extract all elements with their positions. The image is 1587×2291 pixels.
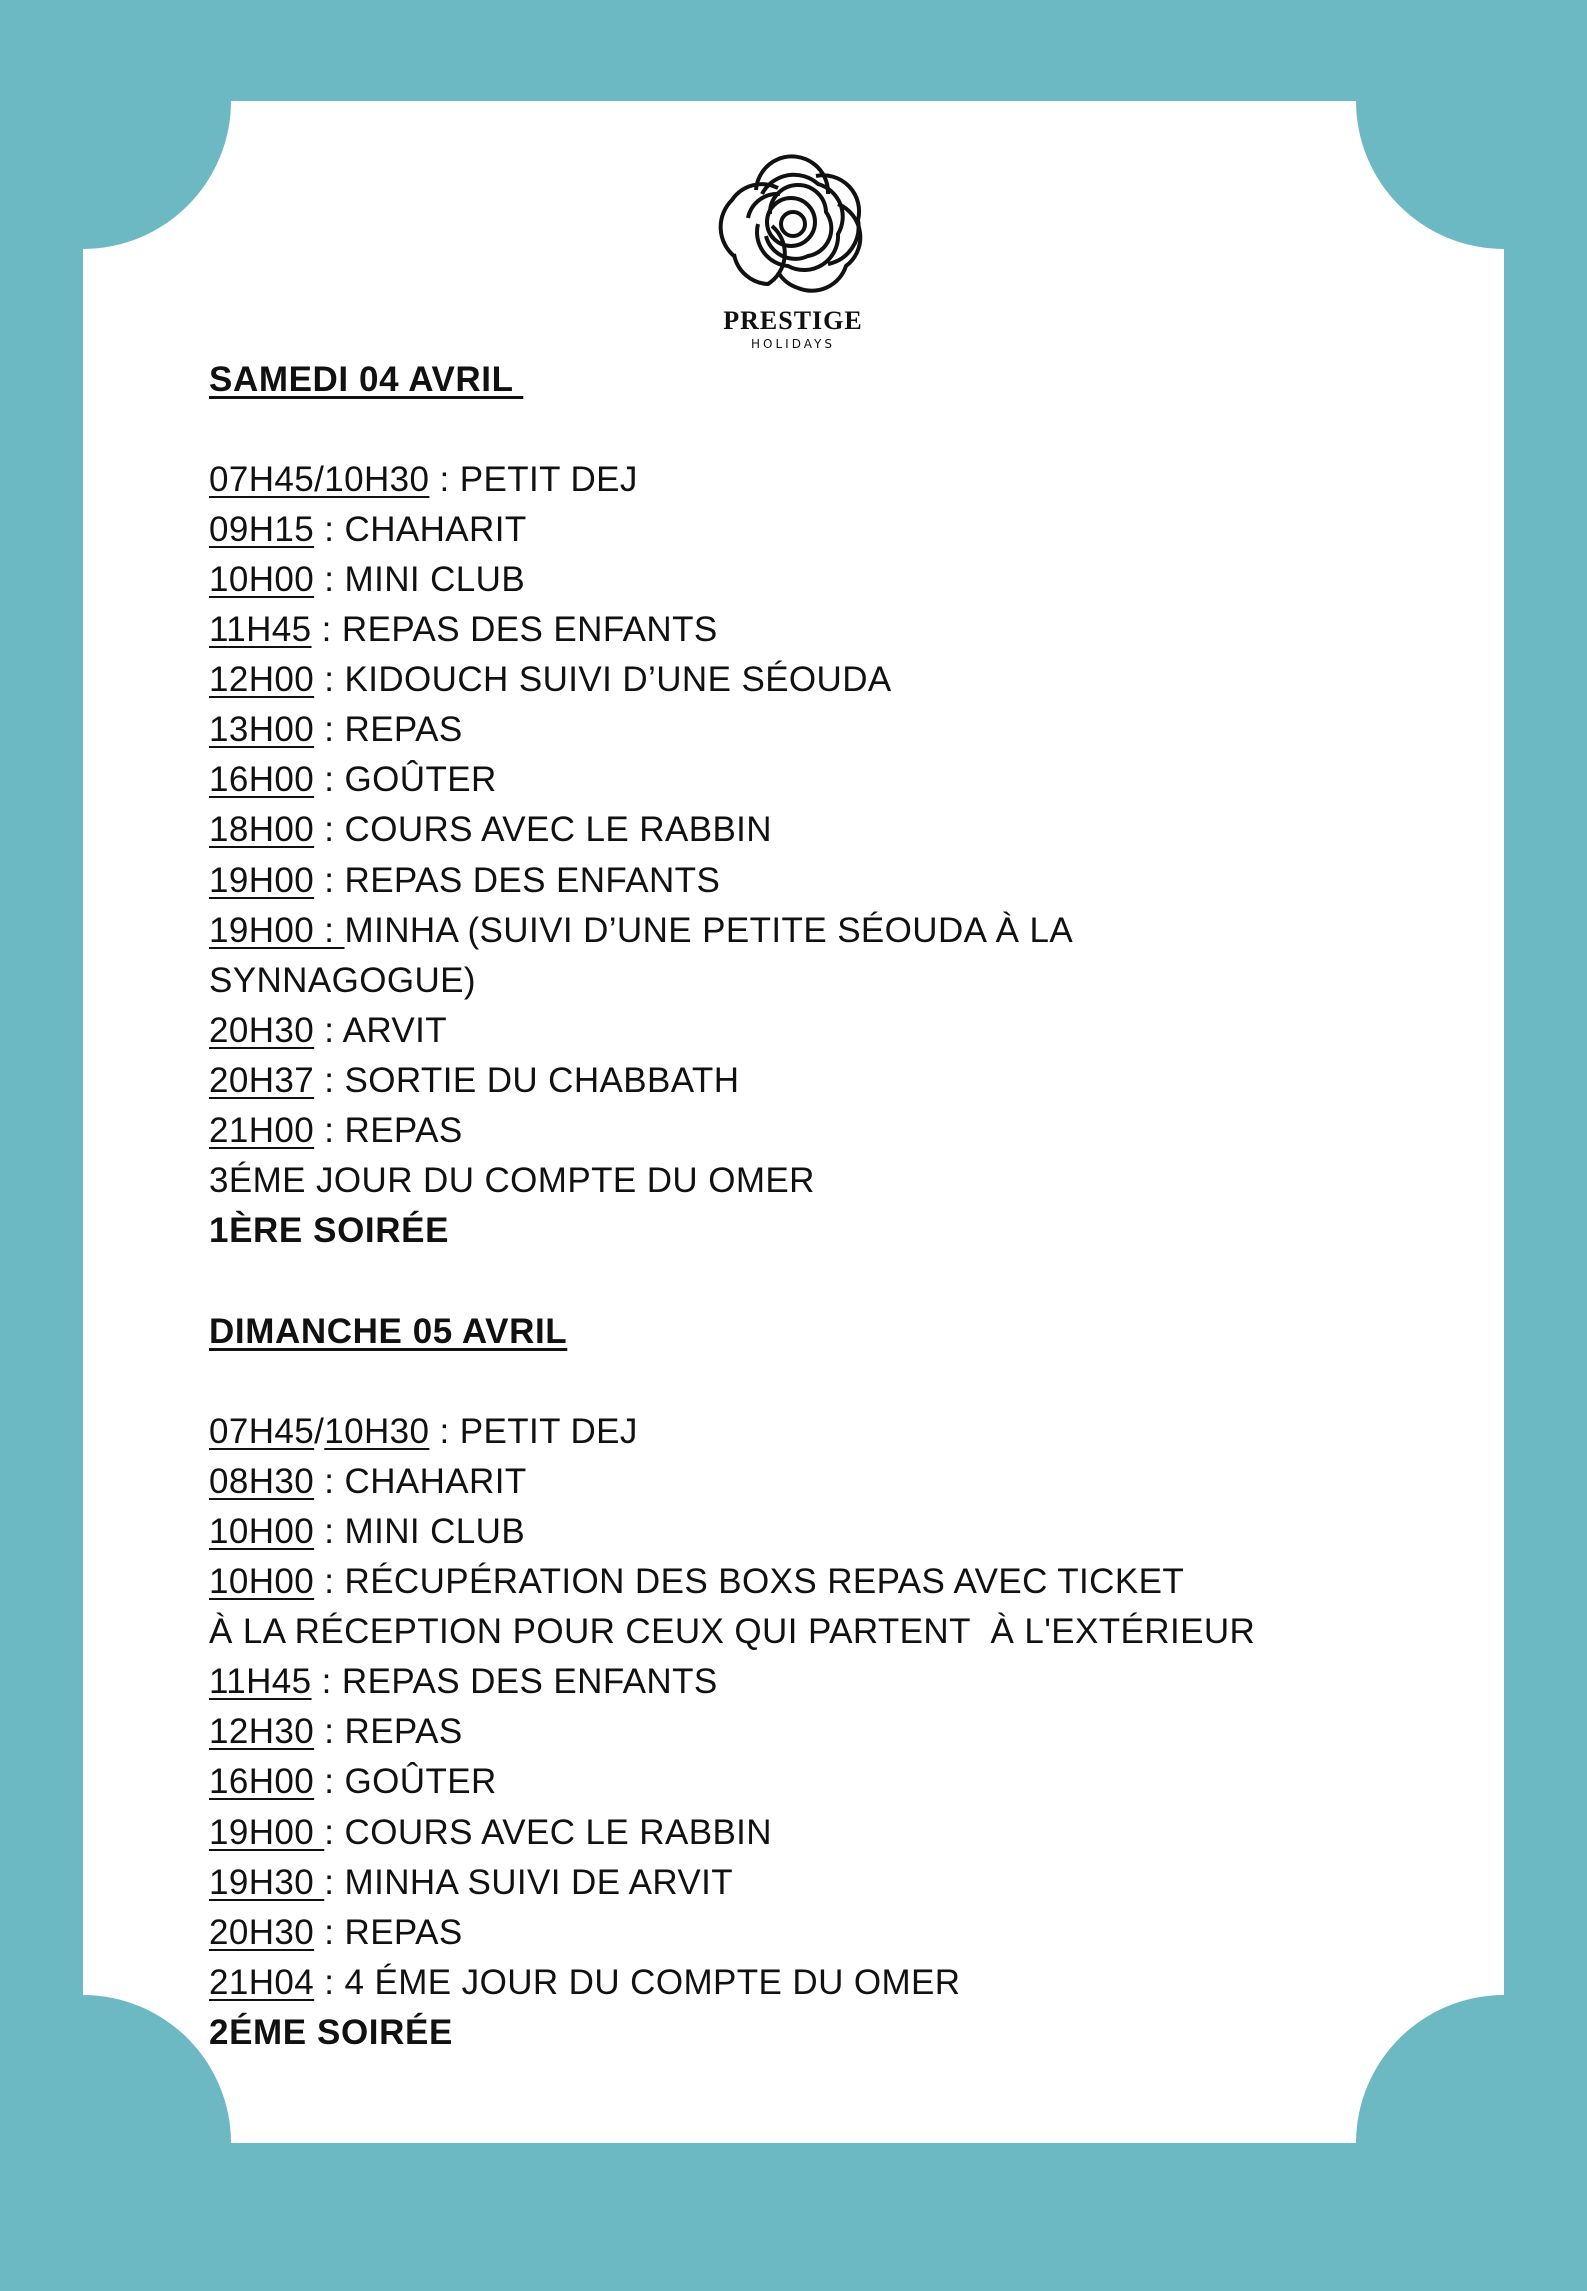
schedule-entry: 18H00 : COURS AVEC LE RABBIN (209, 810, 772, 849)
entry-time: 16H00 (209, 760, 315, 799)
entry-activity: MINHA (SUIVI D’UNE PETITE SÉOUDA À LA (344, 911, 1074, 950)
rose-icon (718, 154, 868, 299)
brand-name: PRESTIGE (723, 306, 863, 335)
entry-time: 19H30 (209, 1863, 325, 1902)
entry-time: 19H00 : (209, 911, 345, 950)
schedule-entry: 07H45/10H30 : PETIT DEJ (209, 1412, 638, 1451)
schedule-entry: 12H00 : KIDOUCH SUIVI D’UNE SÉOUDA (209, 660, 892, 699)
corner-cutout-bottom-left (0, 1995, 231, 2291)
schedule-entry: 19H30 : MINHA SUIVI DE ARVIT (209, 1863, 734, 1902)
schedule-entry: 19H00 : COURS AVEC LE RABBIN (209, 1813, 772, 1852)
schedule-entry: 08H30 : CHAHARIT (209, 1462, 527, 1501)
entry-activity: MINHA SUIVI DE ARVIT (344, 1863, 734, 1902)
entry-time: 12H00 (209, 660, 315, 699)
entry-time: 12H30 (209, 1712, 315, 1751)
schedule-entry: 13H00 : REPAS (209, 710, 463, 749)
day-heading: DIMANCHE 05 AVRIL (209, 1312, 568, 1351)
entry-activity: REPAS (344, 710, 463, 749)
entry-time: 18H00 (209, 810, 315, 849)
entry-activity: 4 ÉME JOUR DU COMPTE DU OMER (344, 1963, 961, 2002)
schedule-entry: 07H45/10H30 : PETIT DEJ (209, 460, 638, 499)
schedule-entry: 19H00 : REPAS DES ENFANTS (209, 861, 721, 900)
entry-time: 20H37 (209, 1061, 315, 1100)
schedule-entry: 12H30 : REPAS (209, 1712, 463, 1751)
entry-activity: REPAS (344, 1111, 463, 1150)
schedule-entry (209, 906, 1073, 956)
entry-activity: PETIT DEJ (459, 460, 638, 499)
omer-count-note: 3ÉME JOUR DU COMPTE DU OMER (209, 1161, 815, 1200)
day-heading: SAMEDI 04 AVRIL (209, 360, 524, 399)
entry-activity: REPAS DES ENFANTS (341, 610, 718, 649)
entry-activity: GOÛTER (344, 760, 497, 799)
schedule-entry: 10H00 : MINI CLUB (209, 1512, 526, 1551)
schedule-entry: 20H30 : REPAS (209, 1913, 463, 1952)
schedule-entry: 21H04 : 4 ÉME JOUR DU COMPTE DU OMER (209, 1963, 961, 2002)
entry-time: 07H45/10H30 (209, 460, 430, 499)
entry-time: 19H00 (209, 861, 315, 900)
entry-activity: MINI CLUB (344, 1512, 526, 1551)
schedule-entry: 20H30 : ARVIT (209, 1011, 448, 1050)
entry-time: 10H30 (324, 1412, 430, 1451)
entry-activity: KIDOUCH SUIVI D’UNE SÉOUDA (344, 660, 892, 699)
schedule-entry: 10H00 : RÉCUPÉRATION DES BOXS REPAS AVEC TICKET (209, 1562, 1185, 1601)
entry-time: 11H45 (209, 1662, 312, 1701)
entry-activity: COURS AVEC LE RABBIN (344, 1813, 772, 1852)
entry-time: 19H00 (209, 1813, 325, 1852)
entry-time: 13H00 (209, 710, 315, 749)
evening-label: 1ÈRE SOIRÉE (209, 1211, 450, 1250)
brand-subtitle: HOLIDAYS (751, 337, 835, 351)
schedule-entry-continuation: SYNNAGOGUE) (209, 961, 476, 1000)
entry-time: 20H30 (209, 1913, 315, 1952)
entry-activity: COURS AVEC LE RABBIN (344, 810, 772, 849)
entry-activity: REPAS DES ENFANTS (344, 861, 721, 900)
corner-cutout-top-right (1356, 0, 1587, 249)
brand-logo (700, 150, 886, 360)
schedule-entry: 10H00 : MINI CLUB (209, 560, 526, 599)
entry-time: 16H00 (209, 1762, 315, 1801)
entry-activity: CHAHARIT (344, 1462, 527, 1501)
schedule-entry: 11H45 : REPAS DES ENFANTS (209, 610, 718, 649)
entry-activity: REPAS DES ENFANTS (341, 1662, 718, 1701)
schedule-entry: 11H45 : REPAS DES ENFANTS (209, 1662, 718, 1701)
corner-cutout-bottom-right (1356, 1995, 1587, 2291)
entry-time: 08H30 (209, 1462, 315, 1501)
entry-time: 10H00 (209, 1562, 315, 1601)
corner-cutout-top-left (0, 0, 231, 249)
entry-activity: MINI CLUB (344, 560, 526, 599)
entry-time: 11H45 (209, 610, 312, 649)
schedule-entry: 20H37 : SORTIE DU CHABBATH (209, 1061, 740, 1100)
schedule-entry: 09H15 : CHAHARIT (209, 510, 527, 549)
entry-time: 21H04 (209, 1963, 315, 2002)
entry-activity: PETIT DEJ (459, 1412, 638, 1451)
entry-activity: REPAS (344, 1712, 463, 1751)
entry-time: 20H30 (209, 1011, 315, 1050)
entry-time: 10H00 (209, 560, 315, 599)
entry-time: 10H00 (209, 1512, 315, 1551)
entry-time: 09H15 (209, 510, 315, 549)
entry-time: 07H45 (209, 1412, 315, 1451)
schedule-entry: 16H00 : GOÛTER (209, 1762, 497, 1801)
schedule-entry-continuation: À LA RÉCEPTION POUR CEUX QUI PARTENT À L'EXTÉRIEUR (209, 1612, 1256, 1651)
entry-activity: CHAHARIT (344, 510, 527, 549)
entry-activity: REPAS (344, 1913, 463, 1952)
schedule-entry: 21H00 : REPAS (209, 1111, 463, 1150)
entry-time: 21H00 (209, 1111, 315, 1150)
entry-activity: GOÛTER (344, 1762, 497, 1801)
schedule-entry: 16H00 : GOÛTER (209, 760, 497, 799)
entry-activity: ARVIT (342, 1011, 448, 1050)
entry-activity: RÉCUPÉRATION DES BOXS REPAS AVEC TICKET (344, 1562, 1185, 1601)
entry-activity: SORTIE DU CHABBATH (344, 1061, 740, 1100)
evening-label: 2ÉME SOIRÉE (209, 2013, 453, 2052)
